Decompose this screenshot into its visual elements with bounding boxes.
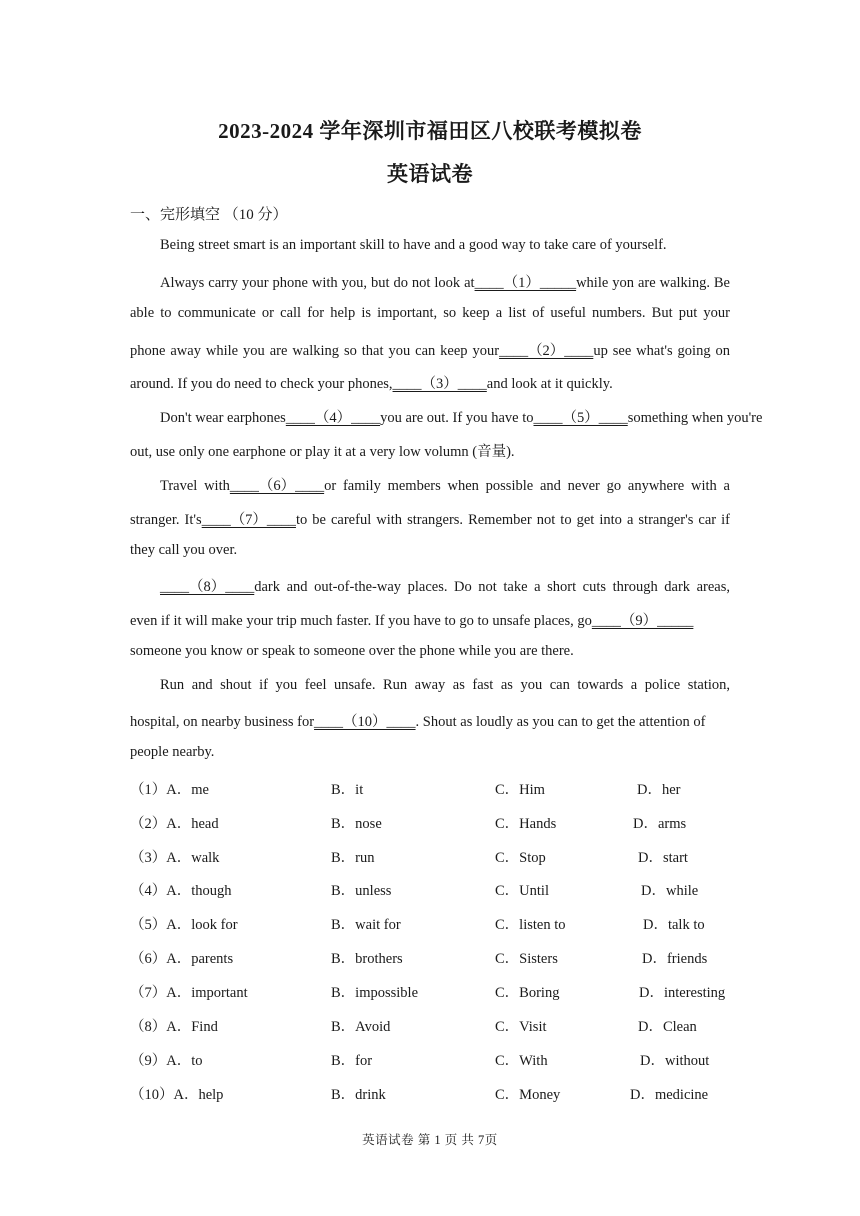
option-row: （1）A．me B．it C．Him D．her — [130, 782, 681, 798]
passage-line: people nearby. — [130, 744, 215, 760]
option-row: （4）A．though B．unless C．Until D．while — [130, 883, 699, 899]
exam-title: 2023-2024 学年深圳市福田区八校联考模拟卷 — [218, 119, 642, 143]
section-heading: 一、完形填空 （10 分） — [130, 207, 288, 223]
page-footer: 英语试卷 第 1 页 共 7页 — [362, 1133, 498, 1147]
blank-9: ____（9）_____ — [591, 613, 694, 629]
passage-line: even if it will make your trip much faster. If you have to go to unsafe places, go____（9）_____ — [130, 609, 730, 630]
exam-subtitle: 英语试卷 — [387, 162, 473, 186]
option-row: （10）A．help B．drink C．Money D．medicine — [130, 1087, 709, 1103]
option-row: （9）A．to B．for C．With D．without — [130, 1053, 710, 1069]
blank-5: ____（5）____ — [533, 410, 628, 426]
passage-line: ____（8）____dark and out-of-the-way places. Do not take a short cuts through dark areas, — [160, 575, 730, 596]
passage-line: Being street smart is an important skill to have and a good way to take care of yourself. — [160, 237, 667, 253]
passage-line: hospital, on nearby business for____（10）____. Shout as loudly as you can to get the attention of — [130, 710, 730, 731]
passage-line: Don't wear earphones____（4）____you are out. If you have to____（5）____something when you're — [160, 406, 730, 427]
passage-line: able to communicate or call for help is important, so keep a list of useful numbers. But put your — [130, 305, 730, 321]
blank-2: ____（2）____ — [499, 343, 594, 359]
passage-line: Travel with____（6）____or family members when possible and never go anywhere with a — [160, 474, 730, 495]
passage-line: phone away while you are walking so that you can keep your____（2）____up see what's going on — [130, 339, 730, 360]
option-row: （8）A．Find B．Avoid C．Visit D．Clean — [130, 1019, 697, 1035]
blank-3: ____（3）____ — [392, 376, 487, 392]
passage-line: someone you know or speak to someone over the phone while you are there. — [130, 643, 574, 659]
option-row: （3）A．walk B．run C．Stop D．start — [130, 850, 688, 866]
passage-line: out, use only one earphone or play it at a very low volumn (音量). — [130, 444, 515, 460]
blank-10: ____（10）____ — [314, 714, 416, 730]
passage-line: stranger. It's____（7）____to be careful with strangers. Remember not to get into a stranger's car if — [130, 508, 730, 529]
passage-line: they call you over. — [130, 542, 238, 558]
passage-line: around. If you do need to check your phones,____（3）____and look at it quickly. — [130, 372, 730, 393]
option-row: （5）A．look for B．wait for C．listen to D．talk to — [130, 917, 705, 933]
blank-6: ____（6）____ — [229, 478, 325, 494]
blank-8: ____（8）____ — [160, 579, 255, 595]
passage-line: Always carry your phone with you, but do not look at____（1）_____while yon are walking. Be — [160, 271, 730, 292]
blank-7: ____（7）____ — [201, 512, 296, 528]
option-row: （2）A．head B．nose C．Hands D．arms — [130, 816, 687, 832]
passage-line: Run and shout if you feel unsafe. Run away as fast as you can towards a police station, — [160, 677, 730, 693]
blank-4: ____（4）____ — [285, 410, 381, 426]
option-row: （7）A．important B．impossible C．Boring D．interesting — [130, 985, 726, 1001]
option-row: （6）A．parents B．brothers C．Sisters D．friends — [130, 951, 708, 967]
blank-1: ____（1）_____ — [474, 275, 577, 291]
